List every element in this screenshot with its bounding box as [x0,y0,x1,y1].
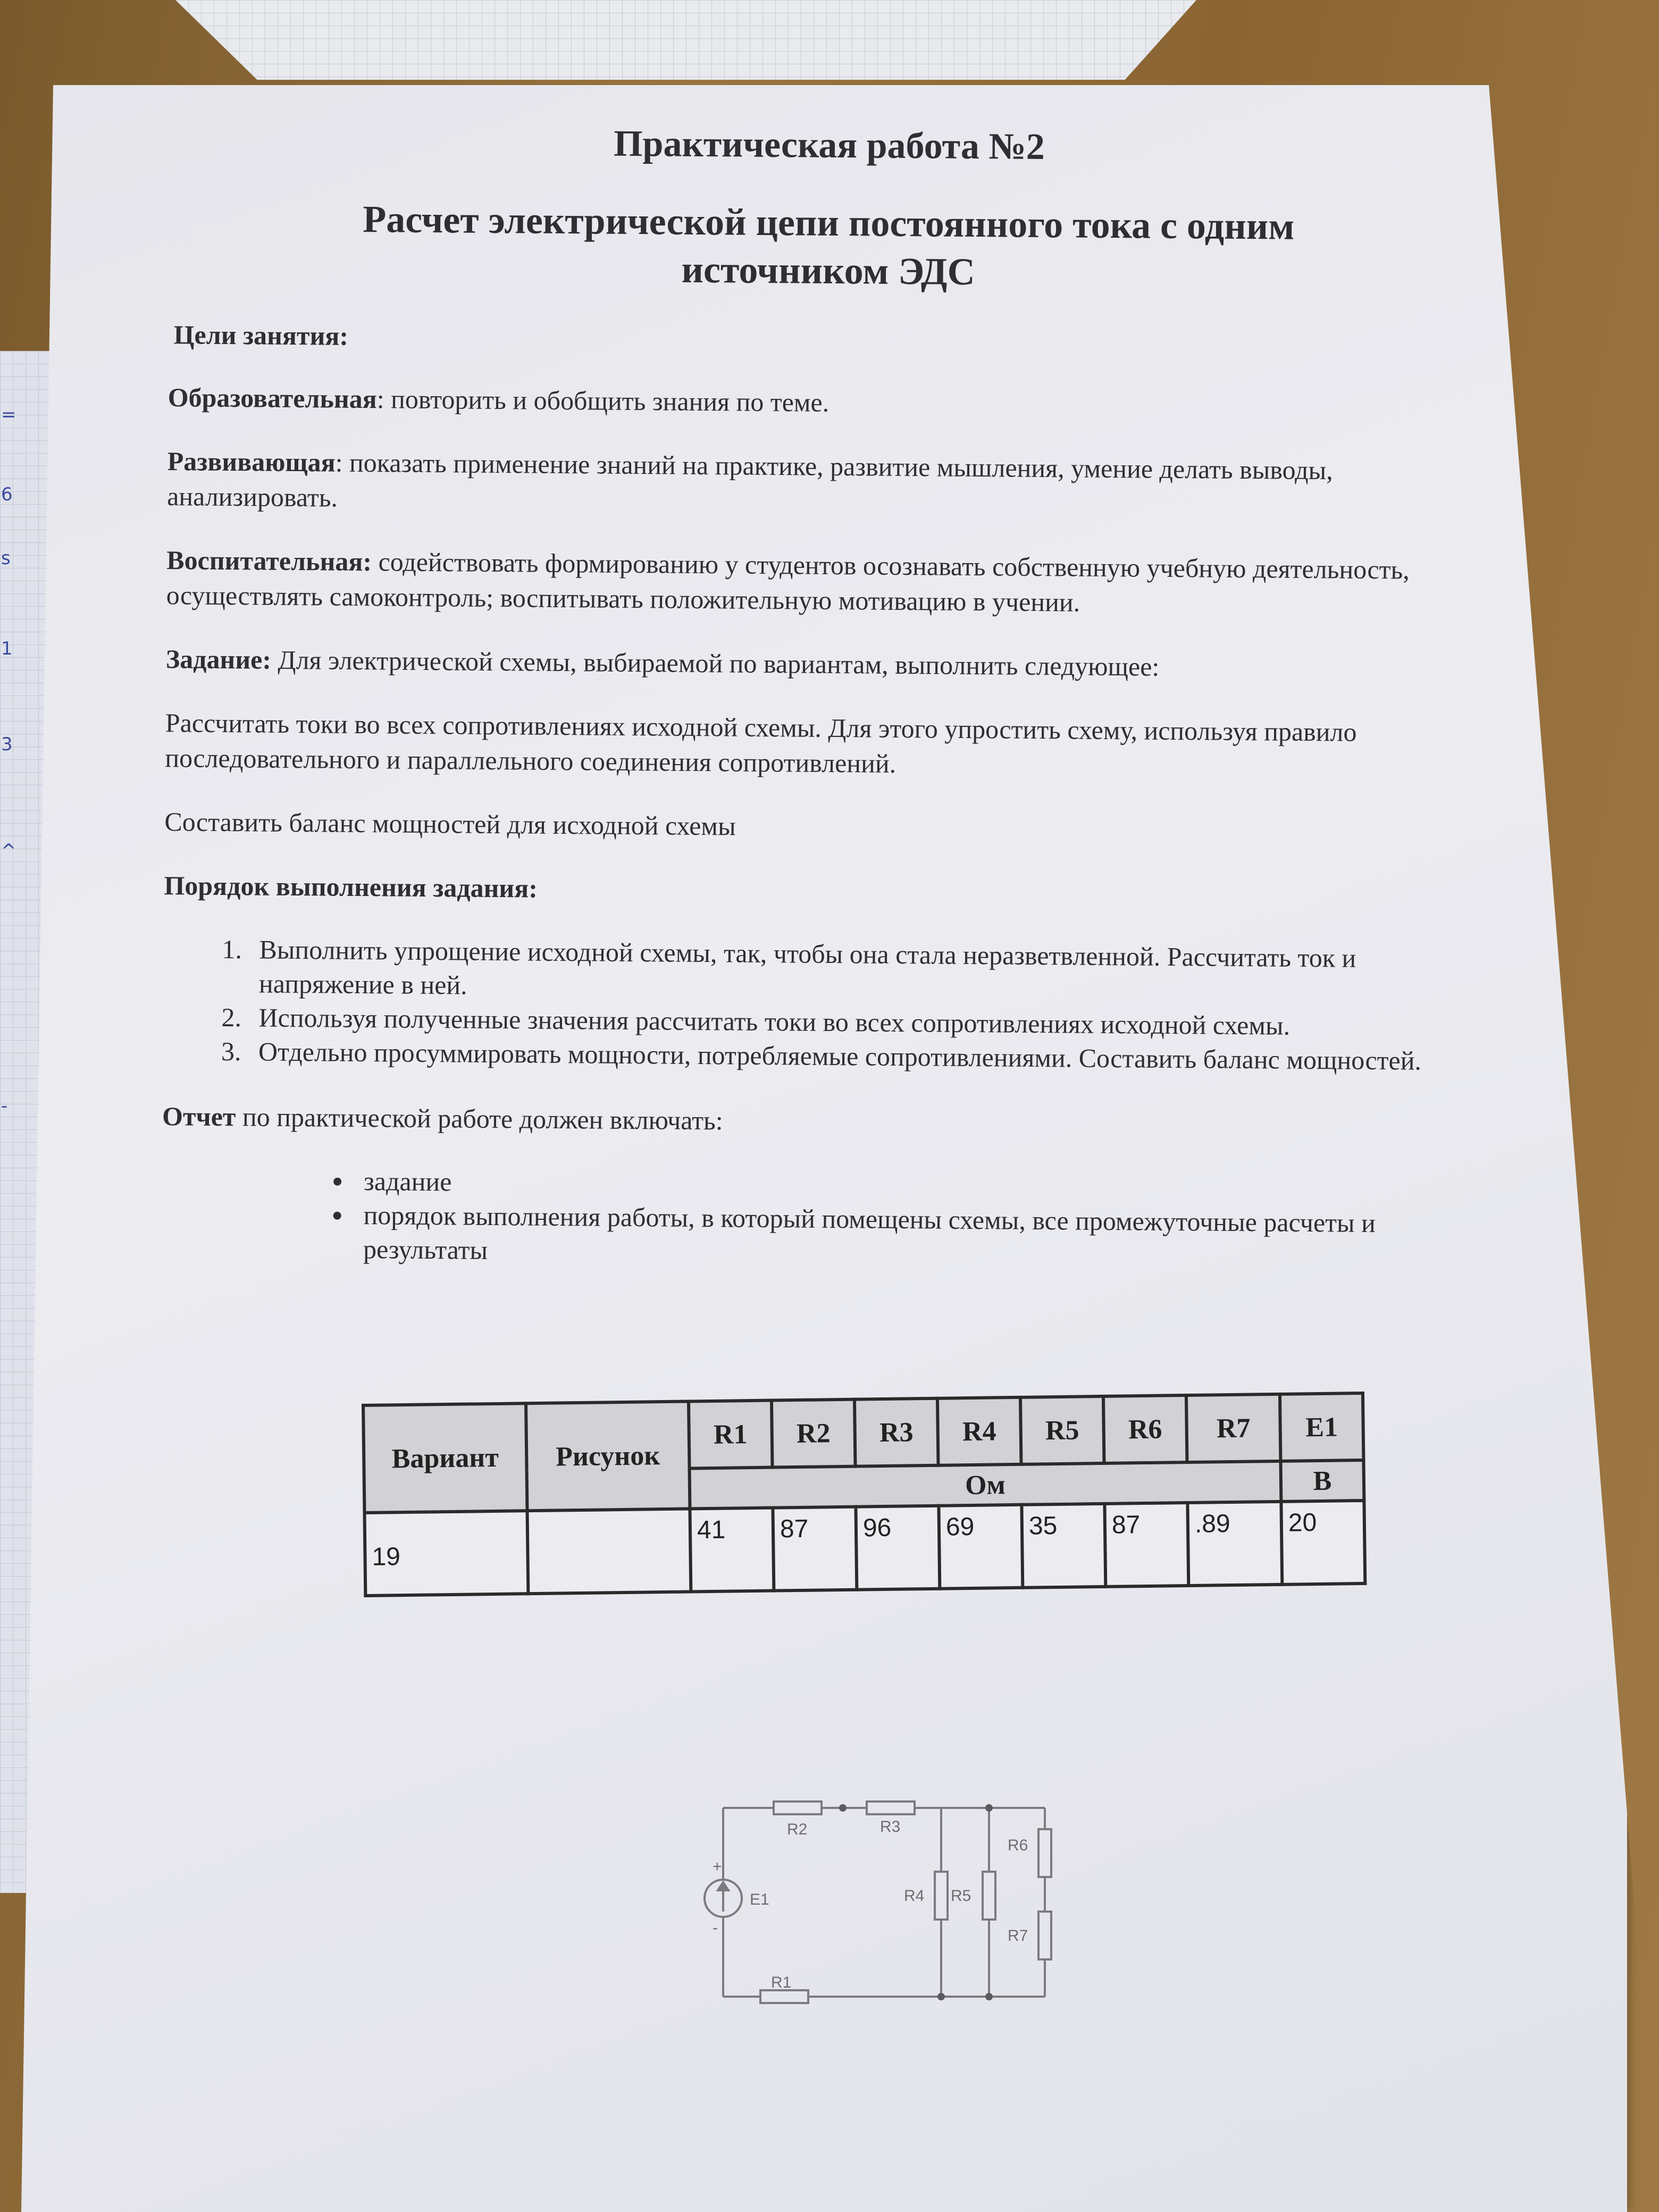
label-r6: R6 [1008,1837,1028,1854]
page-subtitle: Расчет электрической цепи постоянного тока с одним источником ЭДС [362,198,1295,294]
resistor-r3 [867,1802,915,1814]
task-intro [166,641,1495,687]
label-e1: E1 [750,1891,769,1908]
left-margin-marks [1,351,22,1893]
label-r1: R1 [771,1974,792,1991]
steps-list [152,932,1493,1078]
goal-developing [167,443,1497,524]
resistor-r4 [935,1872,948,1920]
list-item: 2. Используя полученные значения рассчитать токи во всех сопротивлениях исходной схемы. [248,1000,1492,1044]
margin-mark: 3 [1,734,13,755]
resistor-r5 [983,1872,995,1920]
resistor-r2 [774,1802,822,1814]
cell-r3: 96 [856,1506,940,1590]
resistor-r1 [760,1990,808,2003]
cell-r5: 35 [1021,1504,1105,1588]
header-r4: R4 [937,1397,1021,1465]
margin-mark: s [1,548,11,569]
label-r7: R7 [1008,1927,1028,1945]
margin-mark: - [1,1095,8,1117]
task-text: Для электрической схемы, выбираемой по вариантам, выполнить следующее: [271,644,1160,682]
task-label: Задание: [165,644,272,675]
list-item: • задание [353,1164,1491,1207]
page-title: Практическая работа №2 [613,123,1045,168]
margin-mark: 6 [1,484,13,505]
report-intro [162,1099,1492,1144]
order-heading [164,868,1493,914]
header-r7: R7 [1186,1394,1281,1462]
list-item: • порядок выполнения работы, в который помещены схемы, все промежуточные расчеты и результаты [353,1198,1491,1275]
junction-node [985,1993,993,2000]
header-r1: R1 [689,1401,773,1469]
goal-text: : повторить и обобщить знания по теме. [376,384,830,417]
label-r3: R3 [880,1818,901,1836]
report-label: Отчет [162,1101,236,1132]
goal-label: Воспитательная: [166,545,372,577]
label-r5: R5 [951,1887,971,1905]
margin-mark: 1 [1,638,13,659]
goal-label: Развивающая [167,446,336,477]
header-r3: R3 [854,1398,939,1467]
resistor-r6 [1038,1829,1051,1877]
goal-text: содействовать формированию у студентов осознавать собственную учебную деятельность, осуществлять самоконтроль; воспитывать положительную мотивацию в учении. [166,547,1410,617]
cell-r1: 41 [690,1508,774,1592]
header-r2: R2 [772,1400,856,1468]
header-e1: E1 [1280,1393,1364,1461]
cell-r7: .89 [1187,1502,1282,1586]
cell-r2: 87 [773,1507,857,1591]
margin-mark: ^ [1,840,16,861]
goal-educational [167,380,1497,425]
cell-variant: 19 [365,1511,529,1596]
goal-text: : показать применение знаний на практике, развитие мышления, умение делать выводы, анализировать. [167,447,1333,513]
task-paragraph-1: Рассчитать токи во всех сопротивлениях исходной схемы. Для этого упростить схему, используя правило последовательного и параллельного соединения сопротивлений. [165,708,1357,778]
list-item: 3. Отдельно просуммировать мощности, потребляемые сопротивлениями. Составить баланс мощностей. [248,1034,1492,1078]
margin-mark: = [1,404,16,425]
cell-e1: 20 [1281,1501,1365,1585]
resistor-r7 [1038,1912,1051,1959]
header-r5: R5 [1020,1396,1104,1464]
cell-r4: 69 [939,1505,1023,1589]
junction-node [937,1993,945,2000]
report-text: по практической работе должен включать: [236,1102,723,1136]
variant-table [362,1392,1367,1597]
label-plus: + [713,1858,722,1875]
goal-label: Образовательная [167,382,377,414]
document-body [150,106,1499,1296]
report-list [150,1162,1491,1275]
header-r6: R6 [1103,1395,1187,1463]
circuit-schematic [681,1787,1063,2021]
cell-figure [527,1509,691,1594]
grid-paper-top [175,0,1196,80]
unit-volt: В [1280,1460,1364,1502]
header-figure: Рисунок [526,1401,690,1511]
unit-ohm: Ом [690,1461,1281,1509]
goal-upbringing [166,542,1496,623]
header-variant: Вариант [363,1403,527,1513]
junction-node [985,1804,993,1812]
list-item: 1. Выполнить упрощение исходной схемы, так, чтобы она стала неразветвленной. Рассчитать ток и напряжение в ней. [248,932,1493,1010]
label-r4: R4 [904,1887,925,1905]
cell-r6: 87 [1104,1503,1188,1587]
junction-node [839,1804,847,1812]
goals-heading: Цели занятия: [173,320,349,351]
label-minus: - [713,1919,718,1937]
source-arrowhead [718,1882,728,1890]
order-heading-text: Порядок выполнения задания: [164,870,538,903]
task-paragraph-2: Составить баланс мощностей для исходной схемы [164,807,736,841]
label-r2: R2 [787,1821,808,1838]
